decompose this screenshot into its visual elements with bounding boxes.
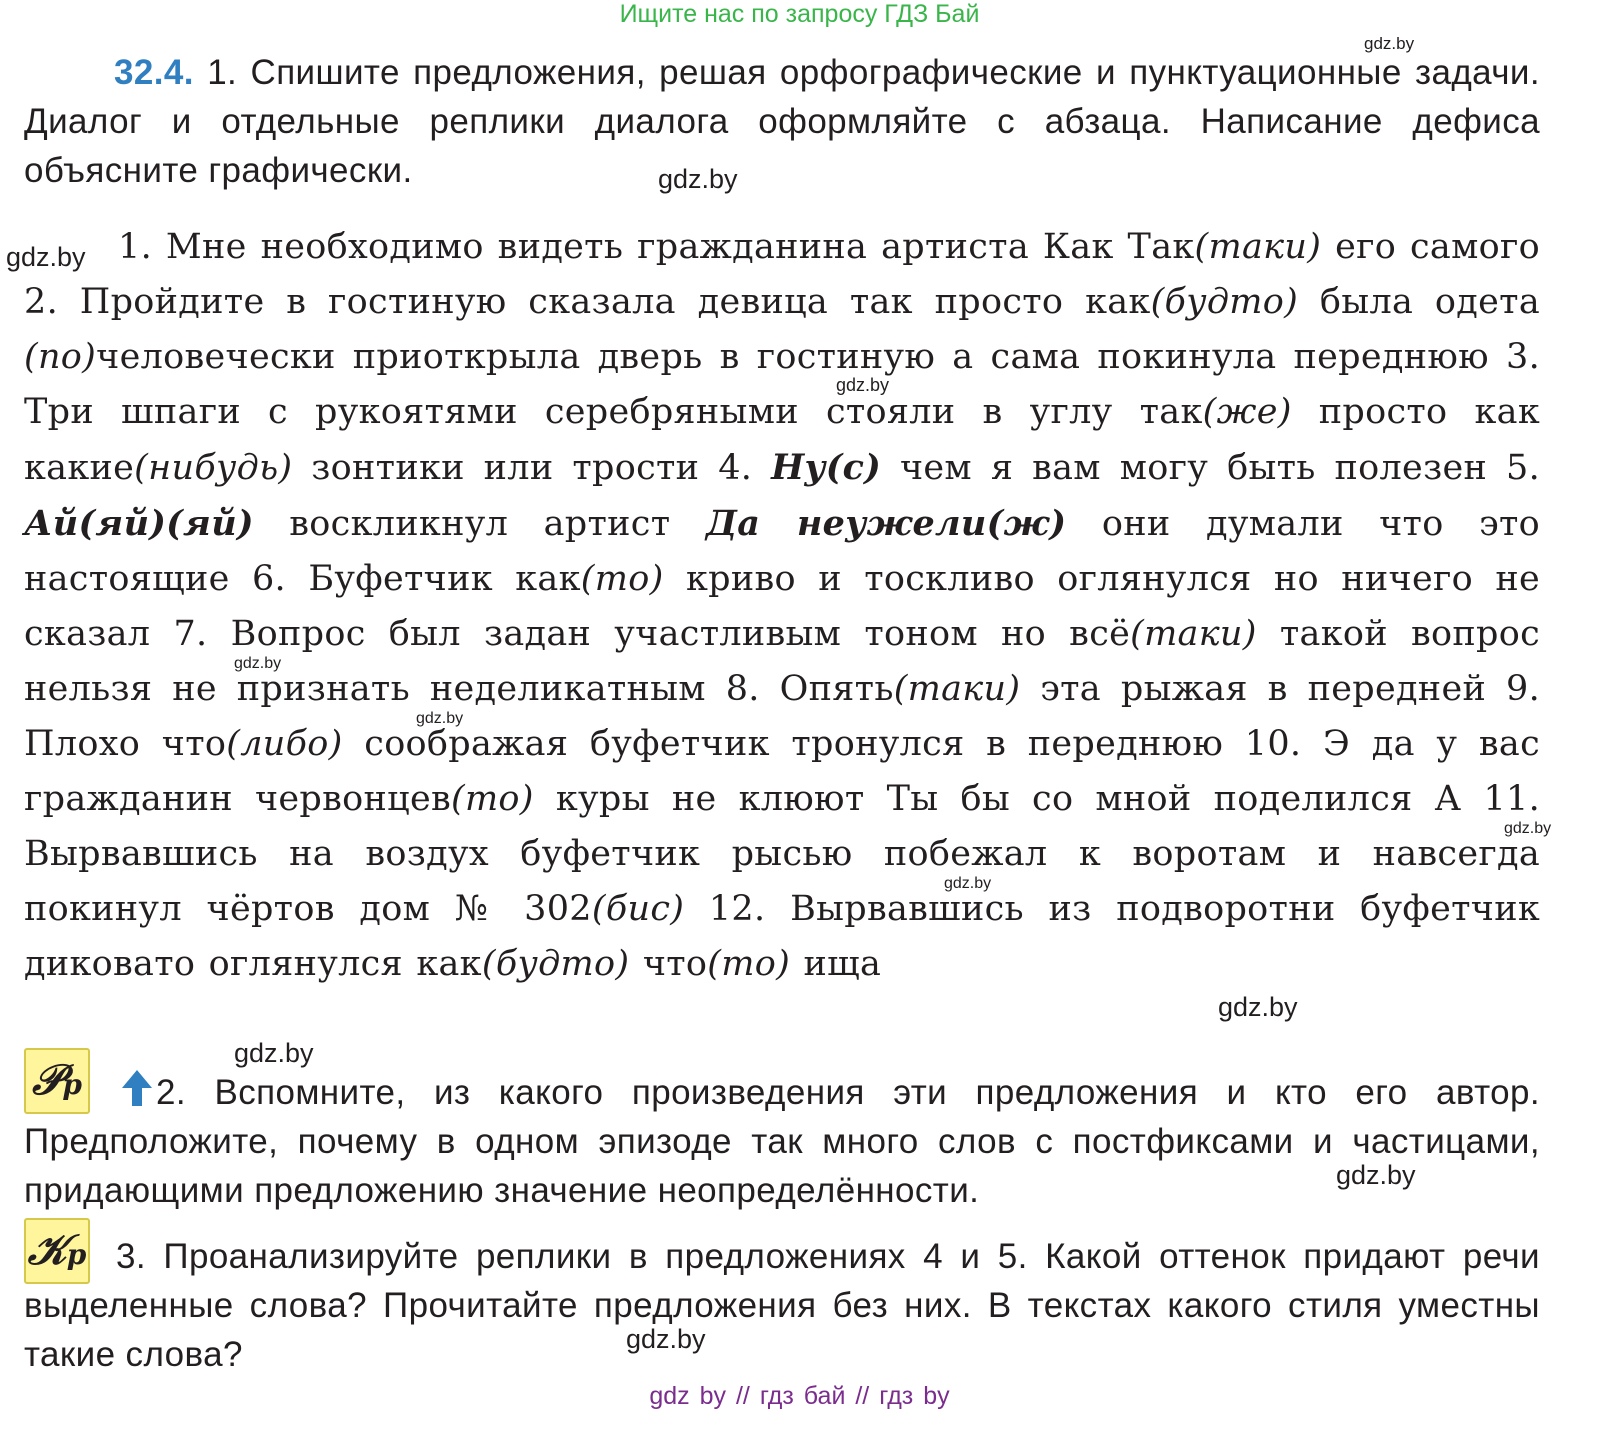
italic-run: (таки) bbox=[893, 669, 1021, 709]
italic-run: (таки) bbox=[1194, 227, 1322, 267]
watermark: gdz.by bbox=[6, 242, 86, 272]
watermark: gdz.by bbox=[234, 1038, 314, 1068]
italic-run: (будто) bbox=[481, 944, 630, 984]
italic-run: (либо) bbox=[226, 724, 343, 764]
watermark: gdz.by bbox=[1218, 992, 1298, 1022]
exercise-number: 32.4. bbox=[114, 53, 194, 92]
task-1-text: 1. Спишите предложения, решая орфографические и пунктуационные задачи. Диалог и отдельные реплики диалога оформляйте с абзаца. Написание дефиса объясните графически. bbox=[24, 53, 1540, 190]
highlighted-word: Ну(с) bbox=[771, 447, 882, 488]
watermark: gdz.by bbox=[836, 375, 890, 395]
badge-subletter: р bbox=[62, 1068, 82, 1101]
text-run: человечески приоткрыла дверь в гостиную а сама покинула переднюю 3. Три шпаги с рукоятями серебряными стояли в углу так bbox=[24, 337, 1540, 432]
text-run: такой вопрос нельзя не признать неделикатным 8. Опять bbox=[24, 614, 1540, 709]
highlighted-word: Да неужели(ж) bbox=[705, 503, 1067, 544]
italic-run: (таки) bbox=[1130, 614, 1257, 654]
watermark: gdz.by bbox=[1504, 820, 1552, 837]
badge-letter: 𝒫 bbox=[32, 1055, 63, 1104]
exercise-text bbox=[24, 220, 1540, 992]
watermark: gdz.by bbox=[416, 710, 464, 727]
italic-run: (то) bbox=[450, 779, 534, 819]
text-run: куры не клюют Ты бы со мной поделился А 11. Вырвавшись на воздух буфетчик рысью побежал к воротам и навсегда покинул чёртов дом № 302 bbox=[24, 779, 1541, 929]
text-run: его самого 2. Пройдите в гостиную сказала девица так просто как bbox=[24, 227, 1540, 322]
text-run: эта рыжая в передней 9. Плохо что bbox=[24, 669, 1540, 764]
italic-run: (будто) bbox=[1150, 282, 1299, 322]
watermark: gdz.by bbox=[1364, 34, 1415, 53]
text-run: что bbox=[629, 944, 708, 984]
watermark: gdz.by bbox=[944, 875, 992, 892]
badge-letter: 𝒦 bbox=[27, 1225, 67, 1274]
badge-subletter: р bbox=[66, 1238, 87, 1271]
task-3-text: 3. Проанализируйте реплики в предложениях 4 и 5. Какой оттенок придают речи выделенные слова? Прочитайте предложения без них. В текстах какого стиля уместны такие слова? bbox=[24, 1237, 1540, 1374]
text-run: 12. Вырвавшись из подворотни буфетчик диковато оглянулся как bbox=[24, 889, 1540, 984]
italic-run: (то) bbox=[580, 559, 664, 599]
text-run: зонтики или трости 4. bbox=[292, 448, 772, 488]
watermark: gdz.by bbox=[658, 164, 738, 194]
watermark: gdz.by bbox=[234, 655, 282, 672]
italic-run: (бис) bbox=[591, 889, 685, 929]
text-run: они думали что это настоящие 6. Буфетчик как bbox=[24, 504, 1541, 599]
italic-run: (по) bbox=[24, 337, 97, 377]
watermark: gdz.by bbox=[1336, 1160, 1416, 1190]
italic-run: (то) bbox=[707, 944, 791, 984]
text-run: чем я вам могу быть полезен 5. bbox=[881, 448, 1540, 488]
task-1-instructions bbox=[24, 48, 1540, 195]
text-run: 1. Мне необходимо видеть гражданина артиста Как Так bbox=[118, 227, 1195, 267]
text-run: соображая буфетчик тронулся в переднюю 10. Э да у вас гражданин червонцев bbox=[24, 724, 1540, 819]
task-2-text: 2. Вспомните, из какого произведения эти предложения и кто его автор. Предположите, почему в одном эпизоде так много слов с постфиксами и частицами, придающими предложению значение неопределённости. bbox=[24, 1073, 1540, 1210]
watermark: gdz.by bbox=[626, 1324, 706, 1354]
site-footer: gdz by // гдз бай // гдз by bbox=[649, 1382, 950, 1410]
text-run: ища bbox=[790, 944, 882, 984]
text-run: была одета bbox=[1298, 282, 1540, 322]
highlighted-word: Ай(яй)(яй) bbox=[24, 503, 254, 544]
text-run: просто как какие bbox=[24, 392, 1540, 488]
site-banner: Ищите нас по запросу ГДЗ Бай bbox=[619, 0, 980, 28]
italic-run: (нибудь) bbox=[134, 448, 293, 488]
text-run: воскликнул артист bbox=[253, 504, 706, 544]
italic-run: (же) bbox=[1202, 392, 1292, 432]
text-run: криво и тоскливо оглянулся но ничего не сказал 7. Вопрос был задан участливым тоном но всё bbox=[24, 559, 1541, 654]
